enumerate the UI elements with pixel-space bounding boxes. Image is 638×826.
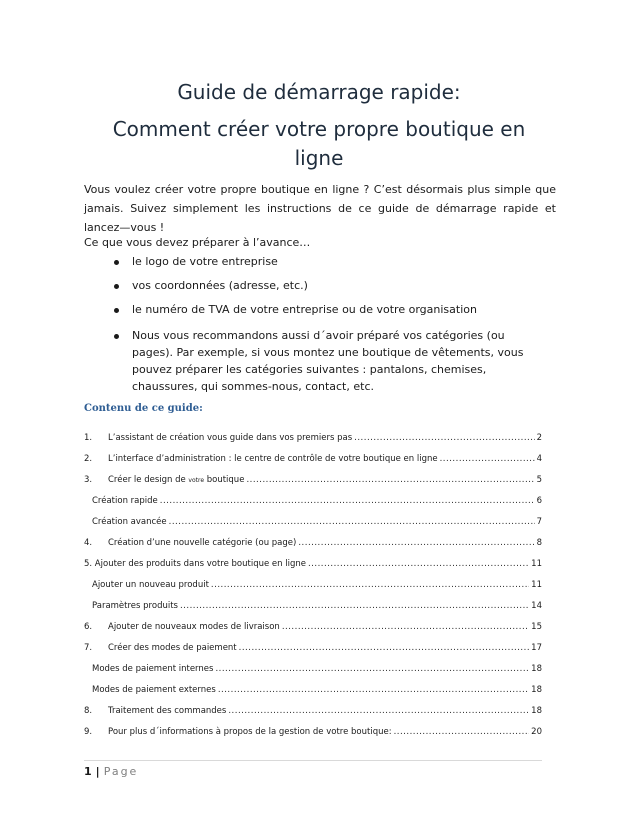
prep-heading: Ce que vous devez préparer à l’avance… bbox=[84, 236, 311, 249]
toc-label: Modes de paiement externes bbox=[92, 685, 216, 695]
toc-page: 15 bbox=[531, 622, 542, 632]
toc-leader bbox=[282, 619, 529, 635]
toc-label: Création rapide bbox=[92, 496, 158, 506]
intro-paragraph: Vous voulez créer votre propre boutique en ligne ? C’est désormais plus simple que jamais. Suivez simplement les instructions de ce guide de démarrage rapide et lancez—vous ! bbox=[84, 183, 556, 234]
toc-label-part: boutique bbox=[206, 475, 245, 485]
toc-number: 9. bbox=[84, 727, 93, 737]
toc-number: 2. bbox=[84, 454, 93, 464]
toc-number: 6. bbox=[84, 622, 93, 632]
toc-label: Créer des modes de paiement bbox=[108, 643, 237, 653]
toc-page: 7 bbox=[536, 517, 542, 527]
toc-leader bbox=[440, 451, 535, 467]
toc-leader bbox=[218, 682, 529, 698]
toc-label: Ajouter un nouveau produit bbox=[92, 580, 209, 590]
toc-page: 11 bbox=[531, 559, 542, 569]
toc-entry[interactable] bbox=[84, 724, 542, 740]
toc-entry[interactable] bbox=[84, 493, 542, 509]
bullet-icon bbox=[114, 334, 119, 339]
toc-page: 8 bbox=[536, 538, 542, 548]
list-item-text: le logo de votre entreprise bbox=[132, 255, 278, 268]
toc-entry[interactable] bbox=[84, 514, 542, 530]
toc-page: 2 bbox=[536, 433, 542, 443]
toc-number: 1. bbox=[84, 433, 93, 443]
toc-entry[interactable] bbox=[84, 451, 542, 467]
toc-label bbox=[108, 472, 244, 489]
toc-heading: Contenu de ce guide: bbox=[84, 403, 203, 414]
toc-label: Création d’une nouvelle catégorie (ou page) bbox=[108, 538, 297, 548]
footer-separator: | bbox=[95, 765, 100, 778]
toc-leader bbox=[169, 514, 535, 530]
toc-page: 18 bbox=[531, 685, 542, 695]
toc-leader bbox=[239, 640, 530, 656]
toc-leader bbox=[246, 472, 534, 488]
title-line-3: ligne bbox=[294, 146, 344, 170]
toc-leader bbox=[215, 661, 529, 677]
toc-label-part: Créer le design de bbox=[108, 475, 186, 485]
toc-page: 18 bbox=[531, 664, 542, 674]
toc-page: 18 bbox=[531, 706, 542, 716]
toc-label: Ajouter de nouveaux modes de livraison bbox=[108, 622, 280, 632]
toc-entry[interactable] bbox=[84, 472, 542, 488]
toc-entry[interactable] bbox=[84, 598, 542, 614]
toc-number: 4. bbox=[84, 538, 93, 548]
toc-entry[interactable] bbox=[84, 619, 542, 635]
toc-leader bbox=[298, 535, 534, 551]
toc-entry[interactable] bbox=[84, 703, 542, 719]
toc-entry[interactable] bbox=[84, 430, 542, 446]
toc-number: 3. bbox=[84, 475, 93, 485]
toc-label: Traitement des commandes bbox=[108, 706, 227, 716]
toc-label: Création avancée bbox=[92, 517, 167, 527]
list-item-text: le numéro de TVA de votre entreprise ou de votre organisation bbox=[132, 303, 477, 316]
list-item-text: Nous vous recommandons aussi d´avoir préparé vos catégories (ou pages). Par exemple, si vous montez une boutique de vêtements, vous pouvez préparer les catégories suivantes : pantalons, chemises, chaussures, qui sommes-nous, contact, etc. bbox=[132, 329, 524, 393]
toc-page: 4 bbox=[536, 454, 542, 464]
toc-entry[interactable] bbox=[84, 556, 542, 572]
toc-number: 7. bbox=[84, 643, 93, 653]
toc-label: Paramètres produits bbox=[92, 601, 178, 611]
toc-number: 8. bbox=[84, 706, 93, 716]
toc-entry[interactable] bbox=[84, 661, 542, 677]
bullet-icon bbox=[114, 260, 119, 265]
toc-page: 6 bbox=[536, 496, 542, 506]
page-footer bbox=[84, 765, 138, 778]
bullet-icon bbox=[114, 284, 119, 289]
toc-leader bbox=[308, 556, 529, 572]
bullet-icon bbox=[114, 308, 119, 313]
toc-leader bbox=[180, 598, 529, 614]
toc-entry[interactable] bbox=[84, 682, 542, 698]
page-number: 1 bbox=[84, 765, 92, 778]
toc-label: Modes de paiement internes bbox=[92, 664, 214, 674]
toc-page: 5 bbox=[536, 475, 542, 485]
toc-leader bbox=[354, 430, 534, 446]
toc-page: 20 bbox=[531, 727, 542, 737]
toc-leader bbox=[394, 724, 530, 740]
toc-leader bbox=[160, 493, 535, 509]
toc-page: 14 bbox=[531, 601, 542, 611]
page-label: Page bbox=[103, 765, 139, 778]
toc-label: L’assistant de création vous guide dans vos premiers pas bbox=[108, 433, 353, 443]
footer-divider bbox=[84, 760, 542, 761]
toc-page: 17 bbox=[531, 643, 542, 653]
toc-label-small: votre bbox=[188, 477, 205, 484]
toc-page: 11 bbox=[531, 580, 542, 590]
toc-label: L’interface d’administration : le centre de contrôle de votre boutique en ligne bbox=[108, 454, 438, 464]
title-line-1: Guide de démarrage rapide: bbox=[177, 80, 461, 104]
toc-entry[interactable] bbox=[84, 535, 542, 551]
toc-leader bbox=[211, 577, 529, 593]
toc-label: Pour plus d´informations à propos de la gestion de votre boutique: bbox=[108, 727, 392, 737]
toc-leader bbox=[228, 703, 529, 719]
title-line-2: Comment créer votre propre boutique en bbox=[112, 117, 526, 141]
toc-entry[interactable] bbox=[84, 577, 542, 593]
list-item-text: vos coordonnées (adresse, etc.) bbox=[132, 279, 308, 292]
toc-entry[interactable] bbox=[84, 640, 542, 656]
toc-label: 5. Ajouter des produits dans votre boutique en ligne bbox=[84, 559, 306, 569]
